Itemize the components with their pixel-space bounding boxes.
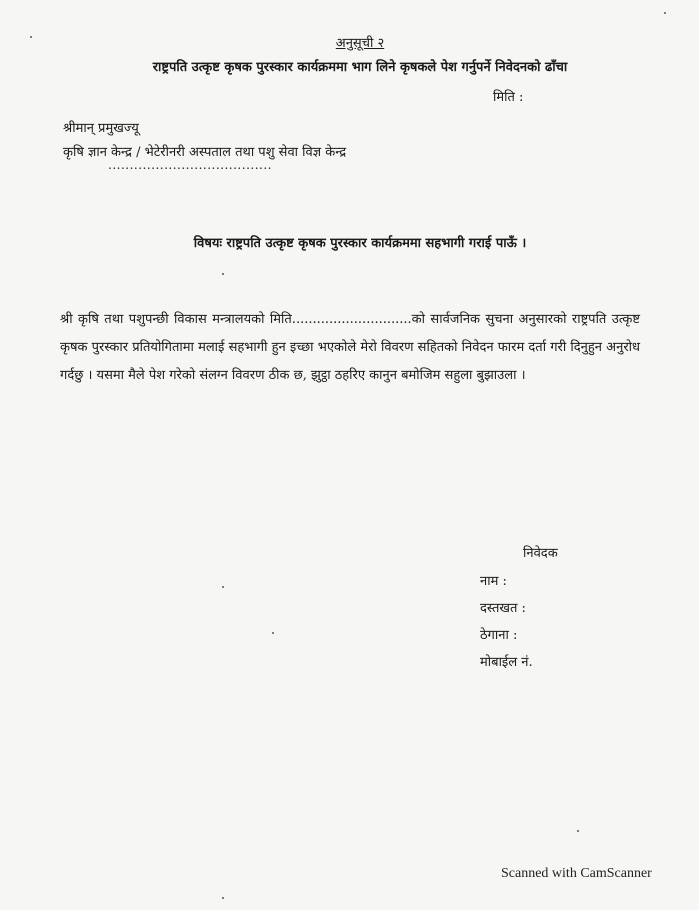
scan-speck bbox=[222, 897, 224, 899]
annex-label: अनुसूची २ bbox=[335, 36, 385, 51]
addressee-blank: ...................................... bbox=[108, 158, 272, 172]
scan-speck bbox=[577, 830, 579, 832]
signature-address-label: ठेगाना : bbox=[480, 628, 518, 643]
scanner-watermark: Scanned with CamScanner bbox=[501, 866, 652, 881]
signature-title: निवेदक bbox=[523, 546, 558, 561]
addressee-line-2: कृषि ज्ञान केन्द्र / भेटेरीनरी अस्पताल तथा पशु सेवा विज्ञ केन्द्र bbox=[63, 145, 347, 160]
scan-speck bbox=[272, 632, 274, 634]
signature-name-label: नाम : bbox=[480, 574, 507, 589]
form-title: राष्ट्रपति उत्कृष्ट कृषक पुरस्कार कार्यक्रममा भाग लिने कृषकले पेश गर्नुपर्ने निवेदनको ढाँचा bbox=[152, 60, 568, 75]
scan-speck bbox=[222, 273, 224, 275]
scan-speck bbox=[664, 12, 666, 14]
subject-line: विषयः राष्ट्रपति उत्कृष्ट कृषक पुरस्कार कार्यक्रममा सहभागी गराई पाऊँ । bbox=[193, 236, 527, 251]
scan-speck bbox=[222, 586, 224, 588]
body-paragraph: श्री कृषि तथा पशुपन्छी विकास मन्त्रालयको मिति.............................को सार्वजनिक सुचना अनुसारको राष्ट्रपति उत्कृष्ट कृषक पुरस्कार प्रतियोगितामा मलाई सहभागी हुन इच्छा भएकोले मेरो विवरण सहितको निवेदन फारम दर्ता गरी दिनुहुन अनुरोध गर्दछु । यसमा मैले पेश गरेको संलग्न विवरण ठीक छ, झुट्ठा ठहरिए कानुन बमोजिम सहुला बुझाउला । bbox=[60, 312, 640, 383]
date-label: मिति : bbox=[493, 90, 524, 105]
scan-speck bbox=[30, 36, 32, 38]
signature-mobile-label: मोबाईल नं. bbox=[480, 655, 533, 670]
addressee-line-1: श्रीमान् प्रमुखज्यू bbox=[63, 121, 139, 136]
signature-sign-label: दस्तखत : bbox=[480, 601, 526, 616]
